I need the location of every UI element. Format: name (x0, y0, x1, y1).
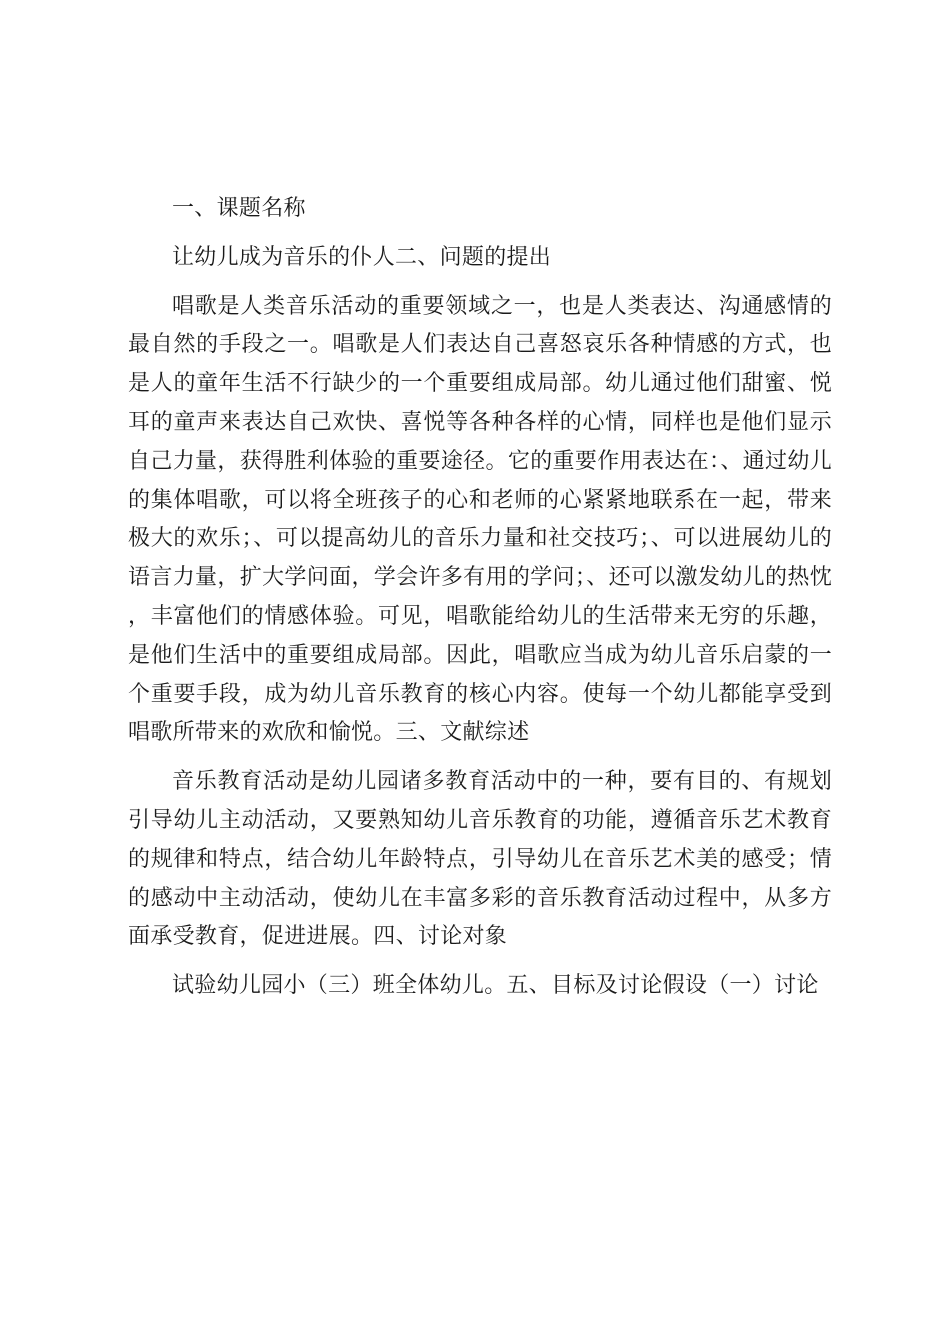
paragraph-research-subjects: 试验幼儿园小（三）班全体幼儿。五、目标及讨论假设（一）讨论 (172, 973, 819, 999)
document-body (128, 190, 832, 1016)
paragraph-singing: 唱歌是人类音乐活动的重要领域之一，也是人类表达、沟通感情的最自然的手段之一。唱歌是人们表达自己喜怒哀乐各种情感的方式，也是人的童年生活不行缺少的一个重要组成局部。幼儿通过他们甜蜜、悦耳的童声来表达自己欢快、喜悦等各种各样的心情，同样也是他们显示自己力量，获得胜利体验的重要途径。它的重要作用表达在：、通过幼儿的集体唱歌，可以将全班孩子的心和老师的心紧紧地联系在一起，带来极大的欢乐；、可以提高幼儿的音乐力量和社交技巧；、可以进展幼儿的语言力量，扩大学问面，学会许多有用的学问；、还可以激发幼儿的热忱，丰富他们的情感体验。可见，唱歌能给幼儿的生活带来无穷的乐趣，是他们生活中的重要组成局部。因此，唱歌应当成为幼儿音乐启蒙的一个重要手段，成为幼儿音乐教育的核心内容。使每一个幼儿都能享受到唱歌所带来的欢欣和愉悦。三、文献综述 (128, 293, 832, 746)
paragraph-topic-name: 让幼儿成为音乐的仆人二、问题的提出 (172, 244, 552, 270)
section-heading-topic: 一、课题名称 (172, 196, 306, 221)
paragraph-music-education: 音乐教育活动是幼儿园诸多教育活动中的一种，要有目的、有规划引导幼儿主动活动，又要熟知幼儿音乐教育的功能，遵循音乐艺术教育的规律和特点，结合幼儿年龄特点，引导幼儿在音乐艺术美的感受；情的感动中主动活动，使幼儿在丰富多彩的音乐教育活动过程中，从多方面承受教育，促进进展。四、讨论对象 (128, 769, 832, 950)
